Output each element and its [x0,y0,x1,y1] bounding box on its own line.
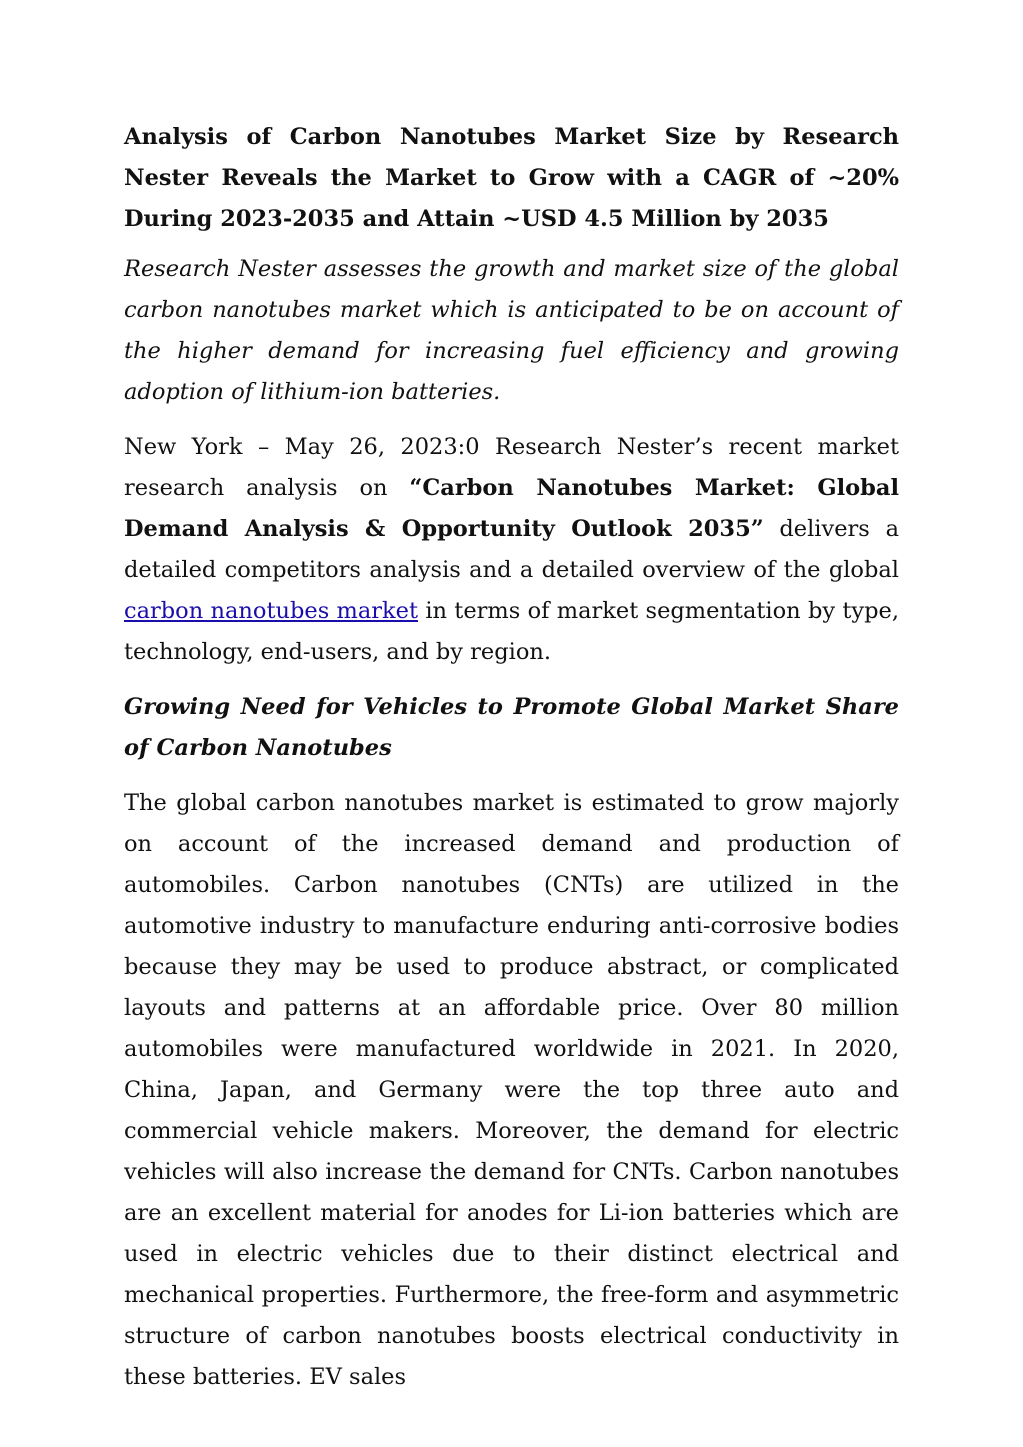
document-title: Analysis of Carbon Nanotubes Market Size by Research Nester Reveals the Market to Grow with a CAGR of ~20% During 2023-2035 and Attain ~USD 4.5 Million by 2035 [124,124,899,232]
lede-paragraph: Research Nester assesses the growth and market size of the global carbon nanotubes market which is anticipated to be on account of the higher demand for increasing fuel efficiency and growing adoption of lithium-ion batteries. [124,256,899,405]
section-heading: Growing Need for Vehicles to Promote Global Market Share of Carbon Nanotubes [124,694,899,761]
body-paragraph: The global carbon nanotubes market is estimated to grow majorly on account of the increased demand and production of automobiles. Carbon nanotubes (CNTs) are utilized in the automotive industry to manufacture enduring anti-corrosive bodies because they may be used to produce abstract, or complicated layouts and patterns at an affordable price. Over 80 million automobiles were manufactured worldwide in 2021. In 2020, China, Japan, and Germany were the top three auto and commercial vehicle makers. Moreover, the demand for electric vehicles will also increase the demand for CNTs. Carbon nanotubes are an excellent material for anodes for Li-ion batteries which are used in electric vehicles due to their distinct electrical and mechanical properties. Furthermore, the free-form and asymmetric structure of carbon nanotubes boosts electrical conductivity in these batteries. EV sales [124,790,899,1390]
press-intro: New York – May 26, 2023:0 Research Nester’s recent market research analysis on [124,434,899,501]
press-middle: delivers a detailed competitors analysis and a detailed overview of the global [124,516,899,583]
press-end: in terms of market segmentation by type, technology, end-users, and by region. [124,598,899,665]
report-title: “Carbon Nanotubes Market: Global Demand Analysis & Opportunity Outlook 2035” [124,475,899,542]
document-page [124,117,899,1412]
press-release-paragraph [124,427,899,673]
market-link[interactable]: carbon nanotubes market [124,598,419,624]
